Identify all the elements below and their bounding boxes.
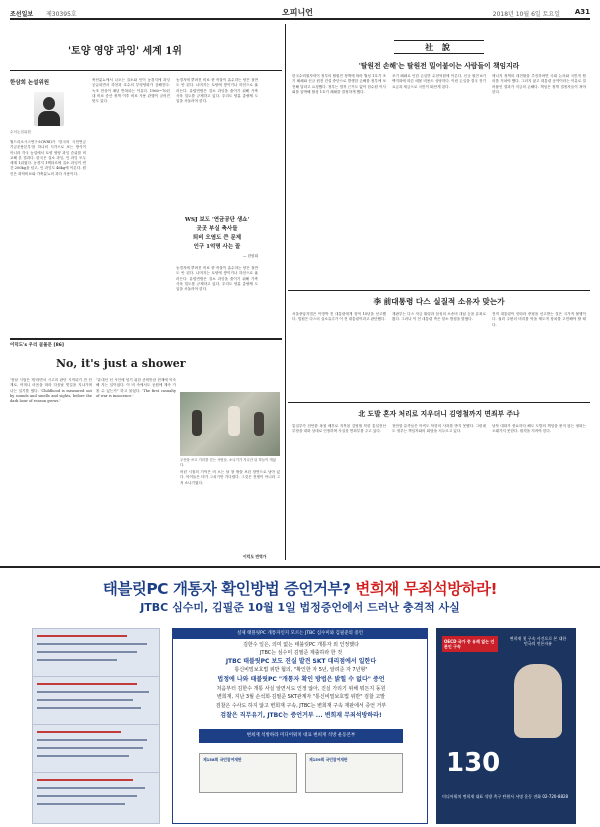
clipping-item bbox=[33, 773, 159, 821]
poem-line: 퇴비 오염도 큰 문제 bbox=[192, 235, 242, 241]
english-body-left: '장남 시험은 게'라면서 시고의 판단 시작되기 전 단계로, 어머니 마음을 따라 다음날 빗길을 지나가며 나는 일기를 썼다. 'Childhood is measured out by sounds and smells and sights, before the dark hour of reason grows.' bbox=[10, 378, 92, 404]
editorial-2-left: 서울중앙지법은 이명박 전 대통령에게 징역 15년을 선고했다. 법원은 다스의 실소유주가 이 전 대통령이라고 판단했다. bbox=[292, 312, 386, 322]
ad-line: 법정에 나와 태블릿PC "개통자 확인 방법은 밝힐 수 없다" 증언 bbox=[217, 676, 385, 683]
ad-clipping-panel bbox=[32, 628, 160, 824]
book-title: 제159회 국민참여재판 bbox=[309, 757, 348, 762]
english-corner-label: 이덕도's 우리 골몰문 [86] bbox=[10, 343, 64, 348]
clipping-item bbox=[33, 629, 159, 677]
author-department: 수석논설위원 bbox=[10, 130, 31, 134]
author-portrait bbox=[34, 92, 64, 126]
editorial-1-left: 한국수력원자력이 정부의 탈원전 정책에 따라 월성 1호기 조기 폐쇄와 신규 원전 건설 중단으로 발생한 손해를 정부에 보전해 달라고 요청했다. 정부는 법적 근거도 없이 한수원 이사회를 압박해 월성 1호기 폐쇄를 결정하게 했다. bbox=[292, 74, 386, 94]
ad-main-text bbox=[172, 628, 428, 824]
ad-headline bbox=[10, 577, 590, 599]
ad-line: 변희재, 지난 3월 손석희·김필준 SKT관계자 "통신비밀보호법 위반" 검찰 고발 bbox=[216, 694, 386, 700]
editorial-2-right: 전직 대통령이 잇따라 중형을 선고받는 것은 국가적 불행이다. 권력 주변의 비리를 막을 제도적 장치를 고민해야 할 때다. bbox=[492, 312, 586, 327]
poem-line: 인구 1억명 사는 꼴 bbox=[193, 244, 241, 250]
column-separator bbox=[285, 24, 286, 560]
ad-line: 처음부터 김한수 개통 사실 알면서도 인정 않아, 진실 가리기 위해 뭐든지 동원 bbox=[216, 686, 386, 692]
newspaper-name: 조선일보 bbox=[10, 11, 34, 18]
editorial-headline-2: 李 前대통령 다스 실질적 소유자 맞는가 bbox=[373, 297, 505, 306]
column-body-end: 농경지에 뿌려진 비료 중 작물이 흡수하는 양은 절반도 안 된다. 나머지는 토양에 쌓이거나 하천으로 흘러든다. 유럽연합은 질소 과잉을 줄이기 위해 가축 사육 밀도를 규제하고 있다. 우리도 양분 총량제 도입을 서둘러야 한다. bbox=[176, 266, 258, 292]
ad-line: 김한수 일은, 의미 없는 태블릿PC 개통자 외 인정했다 bbox=[243, 642, 359, 648]
poem-line: WSJ 보도 '연금공단 생쇼' bbox=[184, 217, 250, 223]
english-body-right: 어린 시절의 기억은 비 오는 날 창 밖을 보던 장면으로 남아 있다. 아이들은 비가 그치기만 기다렸다. 그것은 전쟁이 아니라 그저 소나기였다. bbox=[180, 470, 280, 485]
advertisement bbox=[0, 566, 600, 827]
ad-top-bar: 실제 태블릿PC 개통자인지 모르는 JTBC 심수미와 김필준의 증언 bbox=[173, 629, 427, 639]
page-header bbox=[10, 6, 590, 20]
ad-line: JTBC 태블릿PC 보도 진실 발견 SKT 대리점에서 일한다 bbox=[225, 658, 377, 665]
ad-side-caption: 미디어워치 변희재 대표 석방 촉구 탄원서 서명 운동 전화 02-720-8828 bbox=[442, 794, 569, 799]
book-cover bbox=[199, 753, 297, 793]
ad-banner: 변희재 석방하라 미디어워치 대표 변희재 석방 운동본부 bbox=[199, 729, 403, 743]
ad-side-panel bbox=[436, 628, 576, 824]
column-body-mid: 축산분뇨에서 나오는 질소와 인이 농경지에 과잉 공급되면서 하천과 호수의 부영양화가 심해진다. 녹조 현상이 매년 반복되는 이유다. 1960~70년대 비료 증산 정책 이후 비료 사용 관행이 굳어진 탓도 있다. bbox=[92, 78, 170, 104]
ad-white-tag: 변희재 첫 구속 사건으로 본 대한민국의 언론자유 bbox=[509, 636, 567, 646]
ad-line: 통신비밀보호법 위반 혐의, "확인한 자 5년, 알려준 자 7년형" bbox=[234, 667, 368, 673]
ad-day-count: 130 bbox=[446, 748, 501, 778]
raised-hand-image bbox=[514, 664, 562, 738]
ad-subheadline: JTBC 심수미, 김필준 10월 1일 법정증언에서 드러난 충격적 사실 bbox=[140, 601, 460, 614]
ad-headline-red: 변희재 무죄석방하라! bbox=[355, 580, 498, 598]
english-title: No, it's just a shower bbox=[56, 357, 186, 370]
editorial-1-mid: 조기 폐쇄로 인한 손실만 수천억원에 이른다. 신규 원전 6기 백지화에 따른 매몰 비용도 상당하다. 이런 손실을 결국 전기요금과 세금으로 국민이 떠안게 된다. bbox=[392, 74, 486, 89]
editorial-1-right: 에너지 정책의 대전환을 추진하려면 국회 논의와 국민적 합의를 거쳐야 했다. 그러지 않고 대통령 공약이라는 이유로 밀어붙인 결과가 지금의 손해다. 책임은 정책 결정자들이 져야 한다. bbox=[492, 74, 586, 94]
editorial-label: 社 說 bbox=[394, 40, 484, 54]
ad-books bbox=[199, 753, 403, 793]
clipping-item bbox=[33, 677, 159, 725]
ad-red-tag: OECD 국가 중 유례 없는 언론인 구속 bbox=[442, 636, 498, 652]
issue-date: 2018년 10월 6일 토요일 bbox=[492, 11, 560, 18]
english-byline: 이덕도 번역가 bbox=[243, 554, 267, 559]
english-body-mid: "유대인 선 시인에 넘기 위한 준비만큼 현재에 익숙해 지는 일이었다. 이 비 속에서도 공원에 계속 가 볼 수 있는가" 하고 물었다. 'The first casualty of war is innocence.' bbox=[96, 378, 176, 398]
poem-line: 곳곳 부실 축사들 bbox=[196, 226, 238, 232]
editorial-3-left: 통일부가 천안함 폭침 배후로 지목된 김영철 북한 통일전선부장을 대화 상대로 인정하며 사실상 면죄부를 주고 있다. bbox=[292, 424, 386, 434]
editorial-2-mid: 재판부는 다스 자금 횡령과 삼성의 소송비 대납 등을 유죄로 봤다. 그러나 이 전 대통령 측은 항소 방침을 밝혔다. bbox=[392, 312, 486, 322]
ad-line: 검찰은 직무유기, JTBC는 증언거부 ... 변희재 무죄석방하라! bbox=[220, 712, 382, 719]
editorial-headline-3: 北 도발 혼자 처리로 지우더니 김영철까지 면죄부 주나 bbox=[358, 410, 520, 418]
ad-line: JTBC는 심수미 김필준 제출하라 한 것 bbox=[259, 650, 343, 656]
editorial-rule bbox=[288, 290, 590, 291]
column-poem bbox=[176, 216, 258, 252]
ad-line: 검찰은 수사도 하지 않고 변희재 구속, JTBC는 변희재 구속 재판에서 증언 거부 bbox=[215, 703, 387, 709]
issue-number: 제30395호 bbox=[46, 11, 77, 18]
section-title: 오피니언 bbox=[282, 8, 313, 17]
photo-caption: 우산을 쓰고 거리를 걷는 사람들. 소나기가 지나간 뒤 하늘이 개었다. bbox=[180, 458, 276, 467]
editorial-headline-1: '탈원전 손해'는 탈원전 밀어붙이는 사람들이 책임지라 bbox=[358, 62, 520, 70]
section-divider bbox=[10, 338, 282, 340]
column-body-left: 월드리소시스연구소(WRI)가 '한국의 국민연금 기금운용본부'를 하나의 시각으로 보는 방식이 아니라 각국 농업에서 토양 영양 과잉 순위를 비교해 본 결과다. 한국은 질소 과잉, 인 과잉 모두 세계 1위였다. 농경지 1헥타르에 질소 과잉이 연간 200kg을 넘고, 인 과잉도 46kg에 이른다. 원인은 화학비료와 가축분뇨의 과다 사용이다. bbox=[10, 140, 86, 176]
ad-headline-blue: 태블릿PC 개통자 확인방법 증언거부? bbox=[102, 580, 356, 598]
column-body-right: 농경지에 뿌려진 비료 중 작물이 흡수하는 양은 절반도 안 된다. 나머지는 토양에 쌓이거나 하천으로 흘러든다. 유럽연합은 질소 과잉을 줄이기 위해 가축 사육 밀도를 규제하고 있다. 우리도 양분 총량제 도입을 서둘러야 한다. bbox=[176, 78, 258, 104]
clipping-item bbox=[33, 725, 159, 773]
book-cover bbox=[305, 753, 403, 793]
title-rule bbox=[10, 70, 282, 71]
street-photo bbox=[180, 392, 280, 456]
book-title: 제158회 국민참여재판 bbox=[203, 757, 242, 762]
editorial-3-right: 남북 대화가 중요하다 해도 도발의 책임을 묻지 않는 평화는 오래가지 못한다. 원칙을 지켜야 한다. bbox=[492, 424, 586, 434]
editorial-rule bbox=[288, 402, 590, 403]
author-name: 한삼희 논설위원 bbox=[10, 80, 50, 86]
editorial-3-mid: 천안함 유족들은 아직도 북한의 사과를 받지 못했다. 그런데도 정부는 책임자와의 회담을 서두르고 있다. bbox=[392, 424, 486, 434]
page-number: A31 bbox=[574, 8, 590, 16]
column-title: '토양 영양 과잉' 세계 1위 bbox=[68, 46, 182, 57]
poem-author: — 한삼희 bbox=[242, 254, 258, 258]
